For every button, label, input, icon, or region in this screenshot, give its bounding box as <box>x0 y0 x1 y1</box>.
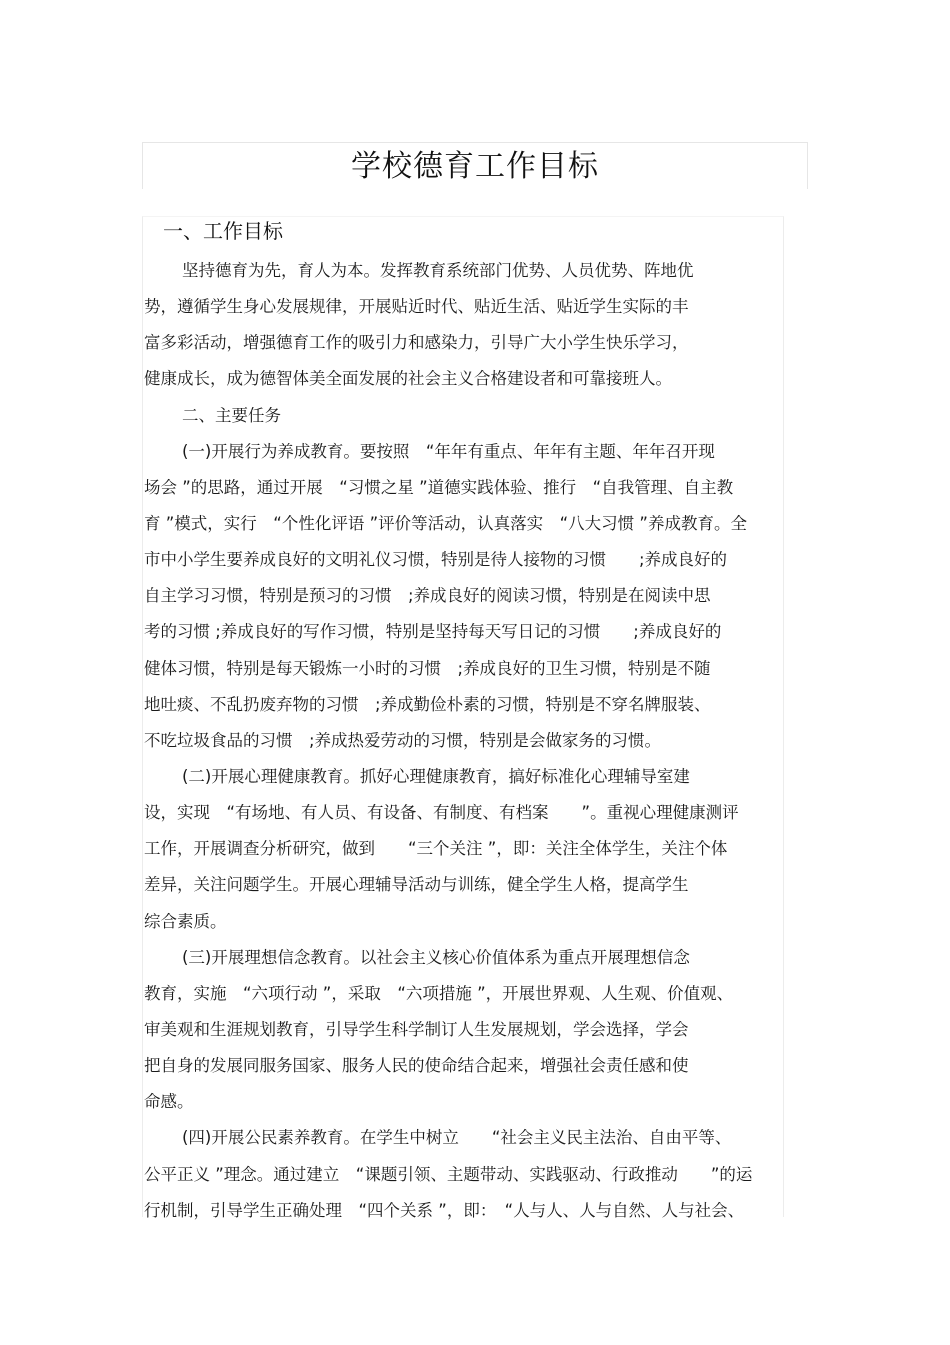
text-line: 工作，开展调查分析研究，做到 “三个关注 ”，即：关注全体学生，关注个体 <box>144 839 728 859</box>
text-line: 势，遵循学生身心发展规律，开展贴近时代、贴近生活、贴近学生实际的丰 <box>144 297 689 317</box>
text-line: 育 ”模式，实行 “个性化评语 ”评价等活动，认真落实 “八大习惯 ”养成教育。全 <box>144 513 747 533</box>
text-line: 市中小学生要养成良好的文明礼仪习惯，特别是待人接物的习惯 ;养成良好的 <box>144 550 728 570</box>
text-line: 富多彩活动，增强德育工作的吸引力和感染力，引导广大小学生快乐学习， <box>144 333 689 353</box>
text-line: 场会 ”的思路，通过开展 “习惯之星 ”道德实践体验、推行 “自我管理、自主教 <box>144 477 734 497</box>
text-line: 地吐痰、不乱扔废弃物的习惯 ;养成勤俭朴素的习惯，特别是不穿名牌服装、 <box>144 694 711 714</box>
text-line: 行机制，引导学生正确处理 “四个关系 ”，即： “人与人、人与自然、人与社会、 <box>144 1200 745 1220</box>
text-line: 综合素质。 <box>144 911 227 931</box>
text-line: 把自身的发展同服务国家、服务人民的使命结合起来，增强社会责任感和使 <box>144 1056 689 1076</box>
text-line: 考的习惯 ;养成良好的写作习惯，特别是坚持每天写日记的习惯 ;养成良好的 <box>144 622 722 642</box>
text-line: 健体习惯，特别是每天锻炼一小时的习惯 ;养成良好的卫生习惯，特别是不随 <box>144 658 711 678</box>
text-line: 公平正义 ”理念。通过建立 “课题引领、主题带动、实践驱动、行政推动 ”的运 <box>144 1164 753 1184</box>
document-body <box>144 256 784 1232</box>
title-frame <box>142 142 808 189</box>
text-line: 二、主要任务 <box>182 405 281 425</box>
section-heading-goals: 一、工作目标 <box>163 219 283 243</box>
text-line: 设，实现 “有场地、有人员、有设备、有制度、有档案 ”。重视心理健康测评 <box>144 803 739 823</box>
text-line: 差异，关注问题学生。开展心理辅导活动与训练，健全学生人格，提高学生 <box>144 875 689 895</box>
text-line: 坚持德育为先，育人为本。发挥教育系统部门优势、人员优势、阵地优 <box>182 261 694 280</box>
text-line: (二)开展心理健康教育。抓好心理健康教育，搞好标准化心理辅导室建 <box>182 766 690 786</box>
text-line: 自主学习习惯，特别是预习的习惯 ;养成良好的阅读习惯，特别是在阅读中思 <box>144 586 711 606</box>
text-line: 教育，实施 “六项行动 ”，采取 “六项措施 ”，开展世界观、人生观、价值观、 <box>144 983 734 1003</box>
text-line: (四)开展公民素养教育。在学生中树立 “社会主义民主法治、自由平等、 <box>182 1128 732 1148</box>
text-line: (三)开展理想信念教育。以社会主义核心价值体系为重点开展理想信念 <box>182 947 690 967</box>
page-title: 学校德育工作目标 <box>351 149 599 184</box>
text-line: 命感。 <box>144 1092 194 1112</box>
text-line: 不吃垃圾食品的习惯 ;养成热爱劳动的习惯，特别是会做家务的习惯。 <box>144 730 662 750</box>
text-line: 健康成长，成为德智体美全面发展的社会主义合格建设者和可靠接班人。 <box>144 369 672 389</box>
text-line: 审美观和生涯规划教育，引导学生科学制订人生发展规划，学会选择，学会 <box>144 1019 689 1039</box>
text-line: (一)开展行为养成教育。要按照 “年年有重点、年年有主题、年年召开现 <box>182 441 715 461</box>
